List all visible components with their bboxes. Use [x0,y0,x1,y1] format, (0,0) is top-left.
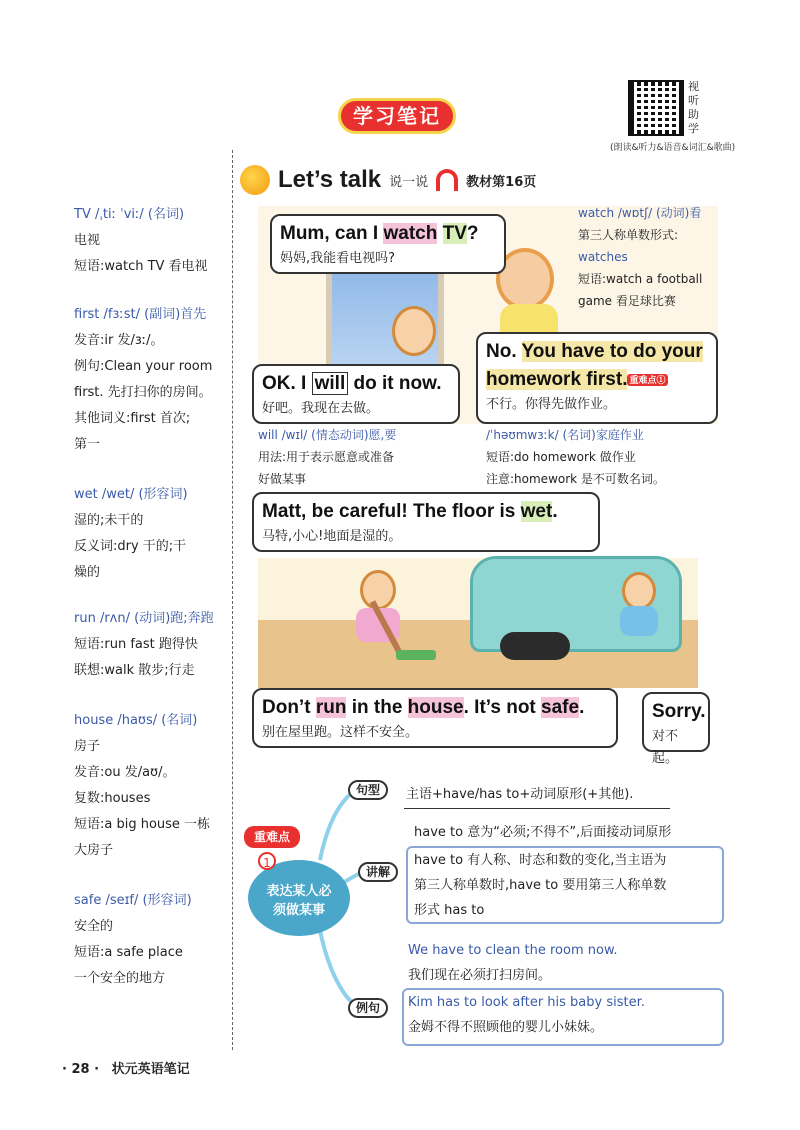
vocab-line: 电视 [74,233,101,248]
bubble-translation: 不行。你得先做作业。 [486,397,617,412]
vocab-line: wet /wet/ (形容词) [74,487,188,502]
bubble-translation: 马特,小心!地面是湿的。 [262,529,402,544]
bubble-translation: 好吧。我现在去做。 [262,401,380,416]
bubble-text: . [579,697,585,718]
sun-icon [240,165,270,195]
highlight-word: safe [541,697,580,718]
explain-line: 形式 has to [414,903,485,918]
vocab-entry-first [74,302,230,458]
vocab-line: 复数:houses [74,791,151,806]
mindmap-center-line: 须做某事 [272,903,325,918]
speech-bubble-1 [270,214,506,274]
boy-running-illustration [622,572,656,610]
vocab-line: safe /seɪf/ (形容词) [74,893,192,908]
vocab-line: 反义词:dry 干的;干 [74,539,187,554]
vocab-line: 例句:Clean your room [74,359,213,374]
qr-caption: (朗读&听力&语音&词汇&歌曲) [610,143,736,153]
tag-pattern: 句型 [348,780,388,800]
bubble-text: Matt, be careful! The floor is [262,501,521,522]
vocab-line: 房子 [74,739,101,754]
vocab-line: 一个安全的地方 [74,971,166,986]
dog-illustration [500,632,570,660]
bubble-text: . It’s not [463,697,542,718]
section-title: Let’s talk [278,166,382,193]
note-line: /ˈhəʊmwɜːk/ (名词)家庭作业 [486,428,644,442]
vocab-line: 安全的 [74,919,114,934]
bubble-translation: 别在屋里跑。这样不安全。 [262,725,419,740]
vocab-line: 发音:ou 发/aʊ/。 [74,765,176,780]
vocab-line: 大房子 [74,843,114,858]
bubble-translation: 对不起。 [652,729,679,766]
qr-side-char: 学 [688,122,699,135]
bubble-text: Mum, can I [280,223,384,244]
pattern-formula: 主语+have/has to+动词原形(+其他). [406,787,634,802]
vocab-line: 燥的 [74,565,101,580]
bubble-text: in the [346,697,408,718]
vocab-line: 短语:watch TV 看电视 [74,259,208,274]
bubble-text [437,223,442,244]
mindmap-number: 1 [258,852,276,870]
highlight-word: watch [383,223,438,244]
speech-bubble-2 [252,364,460,424]
mindmap-center-line: 表达某人必 [266,884,332,899]
vocab-line: TV /ˌtiː ˈviː/ (名词) [74,207,185,222]
note-line: 短语:do homework 做作业 [486,450,636,464]
highlight-word: run [315,697,347,718]
page-footer [62,1058,190,1077]
pattern-underline [404,808,670,809]
boy-mopping-illustration [360,570,396,610]
note-line: 第三人称单数形式: [578,228,679,242]
vocab-line: 发音:ir 发/ɜː/。 [74,333,164,348]
margin-divider [232,150,233,1050]
note-line: watch /wɒtʃ/ (动词)看 [578,206,702,220]
note-line: watches [578,250,628,264]
mindmap-center [248,860,350,936]
tag-example: 例句 [348,998,388,1018]
vocab-line: first /fɜːst/ (副词)首先 [74,307,207,322]
example-2 [408,990,645,1040]
qr-code[interactable] [628,80,684,136]
example-cn: 金姆不得不照顾他的婴儿小妹妹。 [408,1020,604,1035]
vocab-line: 短语:run fast 跑得快 [74,637,198,652]
speech-bubble-5 [252,688,618,748]
tag-explain: 讲解 [358,862,398,882]
vocab-line: 联想:walk 散步;行走 [74,663,195,678]
vocab-line: 短语:a big house 一栋 [74,817,211,832]
explain-line: 第三人称单数时,have to 要用第三人称单数 [414,878,667,893]
note-will [258,424,470,490]
example-en: We have to clean the room now. [408,943,618,958]
vocab-line: 第一 [74,437,101,452]
explain-line-1: have to 意为“必须;不得不”,后面接动词原形 [414,825,672,840]
note-homework [486,424,726,490]
section-header [240,162,536,198]
boy-illustration [392,306,436,356]
speech-bubble-4 [252,492,600,552]
vocab-line: 其他词义:first 首次; [74,411,191,426]
bubble-text: Don’t [262,697,316,718]
vocab-entry-house [74,708,230,864]
example-1 [408,938,618,988]
key-point-badge: 重难点① [629,374,666,385]
headphone-icon[interactable] [436,169,458,191]
note-watch [578,202,748,312]
bubble-translation: 妈妈,我能看电视吗? [280,251,396,266]
highlight-word: house [407,697,464,718]
vocab-line: house /haʊs/ (名词) [74,713,198,728]
bubble-text: Sorry. [652,701,706,722]
example-en: Kim has to look after his baby sister. [408,995,645,1010]
boy-running-body [620,606,658,636]
explain-text [414,848,666,923]
bubble-text: No. [486,341,522,362]
boxed-word: will [312,372,349,395]
page-banner: 学习笔记 [338,98,456,134]
mop-head-illustration [396,650,436,660]
qr-side-char: 视 [688,80,699,93]
note-line: 注意:homework 是不可数名词。 [486,472,665,486]
page-number: · 28 · [62,1062,100,1077]
note-line: 短语:watch a football [578,272,703,286]
qr-side-char: 听 [688,94,699,107]
pattern-text [406,782,633,807]
example-cn: 我们现在必须打扫房间。 [408,968,552,983]
explain-line: have to 有人称、时态和数的变化,当主语为 [414,853,667,868]
bubble-text: do it now. [348,373,442,394]
vocab-entry-run [74,606,230,684]
highlight-phrase: You have to do your [521,341,703,362]
bubble-text: OK. I [262,373,312,394]
vocab-line: run /rʌn/ (动词)跑;奔跑 [74,611,214,626]
vocab-entry-tv [74,202,230,280]
bubble-text: ? [466,223,479,244]
vocab-entry-wet [74,482,230,586]
vocab-line: 短语:a safe place [74,945,183,960]
note-line: will /wɪl/ (情态动词)愿,要 [258,428,397,442]
note-line: 用法:用于表示愿意或准备 [258,450,395,464]
highlight-phrase: homework first. [486,369,628,390]
vocab-line: 湿的;未干的 [74,513,144,528]
textbook-page: 教材第16页 [466,174,537,190]
vocab-entry-safe [74,888,230,992]
note-line: 好做某事 [258,472,307,486]
speech-bubble-3 [476,332,718,424]
key-point-badge: 重难点 [244,826,300,848]
note-line: game 看足球比赛 [578,294,676,308]
speech-bubble-6 [642,692,710,766]
qr-side-label [688,80,702,136]
book-title: 状元英语笔记 [111,1062,190,1077]
bubble-text: . [552,501,558,522]
highlight-word: TV [442,223,467,244]
vocab-line: first. 先打扫你的房间。 [74,385,212,400]
highlight-word: wet [520,501,553,522]
section-subtitle: 说一说 [389,174,429,190]
qr-side-char: 助 [688,108,699,121]
